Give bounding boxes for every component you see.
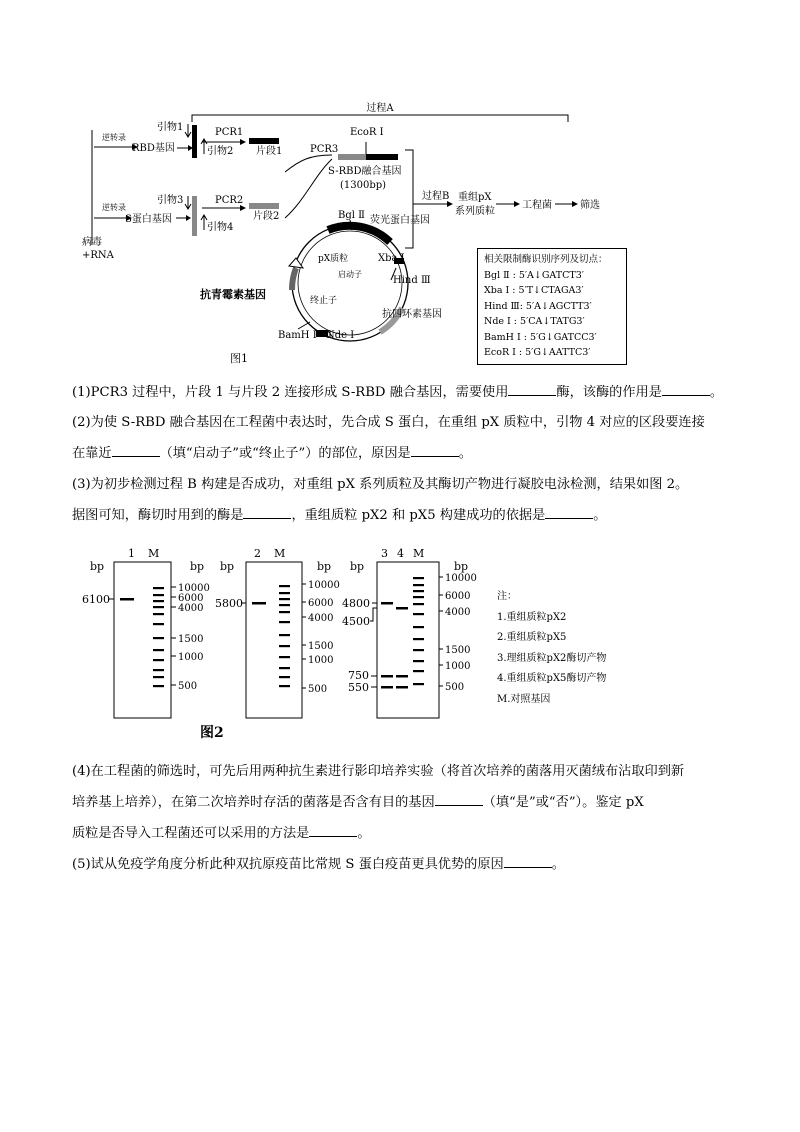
marker-label-6000: 6000: [308, 598, 334, 609]
marker-label-1500: 1500: [178, 634, 204, 645]
marker-label-10000: 10000: [178, 583, 210, 594]
enzyme-row: Xba Ⅰ : 5′T↓CTAGA3′: [484, 285, 584, 296]
answer-blank[interactable]: [112, 444, 160, 457]
gel3-sample-label-550: 550: [348, 681, 369, 694]
xbai-label: Xba Ⅰ: [378, 253, 405, 264]
marker-label: M: [274, 547, 286, 560]
note-item: M.对照基因: [497, 693, 551, 705]
bglii-label: Bgl Ⅱ: [338, 210, 365, 221]
primer1-label: 引物1: [157, 122, 184, 133]
s-gene-block: [192, 196, 197, 236]
bp-label: bp: [454, 560, 469, 573]
gel-2-frame: [246, 562, 302, 718]
marker-label-1000: 1000: [308, 655, 334, 666]
fusion-gene-black: [366, 154, 398, 160]
question-5: (5)试从免疫学角度分析此种双抗原疫苗比常规 S 蛋白疫苗更具优势的原因 。: [72, 857, 565, 872]
primer2-label: 引物2: [207, 146, 234, 157]
marker-label-10000: 10000: [445, 573, 477, 584]
virus-label: 病毒: [82, 237, 102, 248]
bp-label: bp: [220, 560, 235, 573]
enzyme-row: EcoR Ⅰ : 5′G↓AATTC3′: [484, 347, 591, 358]
enzyme-sequence-box: [477, 248, 627, 365]
lane-2-label: 2: [254, 547, 261, 560]
question-3: (3)为初步检测过程 B 构建是否成功，对重组 pX 系列质粒及其酶切产物进行凝胶电泳检测，结果如图 2。: [72, 477, 689, 492]
marker-label-10000: 10000: [308, 580, 340, 591]
marker-label-6000: 6000: [178, 593, 204, 604]
gel3-sample-label-4500: 4500: [342, 615, 370, 628]
marker-label-1500: 1500: [445, 645, 471, 656]
screening-label: 筛选: [580, 200, 600, 211]
gel3-sample-label-4800: 4800: [342, 597, 370, 610]
gel-band: [381, 602, 393, 605]
rbd-gene-block: [192, 125, 197, 158]
gel-band: [396, 675, 408, 678]
answer-blank[interactable]: [435, 793, 483, 806]
marker-label-1000: 1000: [178, 652, 204, 663]
marker-label-500: 500: [308, 684, 328, 695]
engineered-bacteria-label: 工程菌: [522, 200, 552, 211]
enzyme-row: Bgl Ⅱ : 5′A↓GATCT3′: [484, 269, 584, 281]
figure1-label: 图1: [230, 352, 248, 365]
fragment2-bar: [249, 203, 279, 209]
answer-blank[interactable]: [411, 444, 459, 457]
answer-blank[interactable]: [243, 506, 291, 519]
bp-label: bp: [190, 560, 205, 573]
fusion-size-label: (1300bp): [340, 180, 387, 191]
recomb-px-label-2: 系列质粒: [455, 206, 495, 217]
tet-gene-label: 抗四环素基因: [382, 309, 442, 320]
ndei-label: Nde Ⅰ: [326, 330, 355, 341]
amp-gene-arc: [292, 268, 296, 290]
marker-label-6000: 6000: [445, 591, 471, 602]
gel-1-frame: [114, 562, 171, 718]
process-a-label: 过程A: [366, 103, 394, 114]
answer-blank[interactable]: [309, 824, 357, 837]
fragment1-bar: [249, 138, 279, 144]
marker-label-500: 500: [445, 682, 465, 693]
marker-label-4000: 4000: [308, 613, 334, 624]
gel3-sample-label-750: 750: [348, 669, 369, 682]
note-item: 3.理组质粒pX2酶切产物: [497, 652, 607, 664]
question-3-cont: 据图可知，酶切时用到的酶是 ，重组质粒 pX2 和 pX5 构建成功的依据是 。: [72, 508, 607, 523]
question-4-cont: 培养基上培养），在第二次培养时存活的菌落是否含有目的基因 （填“是”或“否”）。鉴定 pX: [72, 795, 644, 810]
fluor-gene-arc: [328, 226, 390, 242]
rbd-gene-label: RBD基因: [132, 143, 175, 154]
answer-blank[interactable]: [545, 506, 593, 519]
reverse-transcription-label-2: 逆转录: [102, 203, 126, 212]
bamhi-label: BamH Ⅰ: [278, 330, 317, 341]
enzyme-row: Nde Ⅰ : 5′CA↓TATG3′: [484, 316, 585, 327]
amp-gene-label: 抗青霉素基因: [200, 288, 266, 301]
gel1-sample-label: 6100: [82, 593, 110, 606]
bp-label: bp: [317, 560, 332, 573]
enzyme-row: BamH Ⅰ : 5′G↓GATCC3′: [484, 331, 597, 343]
gel-band: [381, 686, 393, 689]
gel-3-marker-bands: [413, 577, 424, 685]
gel-1-marker-bands: [153, 587, 164, 687]
question-4: (4)在工程菌的筛选时，可先后用两种抗生素进行影印培养实验（将首次培养的菌落用灭菌绒布沾取印到新: [72, 764, 685, 779]
marker-label-1000: 1000: [445, 661, 471, 672]
terminator-label: 终止子: [310, 296, 338, 306]
gel-2-marker-bands: [279, 585, 290, 687]
promoter-label: 启动子: [338, 270, 362, 279]
lane-3-label: 3: [381, 547, 388, 560]
marker-label: M: [148, 547, 160, 560]
gel-band: [396, 607, 408, 610]
note-item: 2.重组质粒pX5: [497, 632, 567, 643]
marker-label-1500: 1500: [308, 641, 334, 652]
ecori-label-1: EcoR Ⅰ: [350, 127, 384, 138]
marker-label-500: 500: [178, 681, 198, 692]
gel-3-frame: [377, 562, 439, 718]
figure2-label: 图2: [200, 725, 224, 741]
enzyme-box-title: 相关限制酶识别序列及切点：: [484, 254, 608, 265]
marker-label-4000: 4000: [178, 603, 204, 614]
lane-1-label: 1: [128, 547, 135, 560]
answer-blank[interactable]: [504, 855, 552, 868]
gel2-sample-label: 5800: [215, 597, 243, 610]
bp-label: bp: [350, 560, 365, 573]
enzyme-row: Hind Ⅲ: 5′A↓AGCTT3′: [484, 300, 592, 312]
question-1: (1)PCR3 过程中，片段 1 与片段 2 连接形成 S-RBD 融合基因，需要使用 酶，该酶的作用是 。: [72, 385, 724, 400]
note-title: 注：: [497, 591, 517, 602]
gel-band: [381, 675, 393, 678]
fusion-gene-grey: [338, 154, 366, 160]
note-item: 1.重组质粒pX2: [497, 611, 567, 623]
marker-label-4000: 4000: [445, 607, 471, 618]
answer-blank[interactable]: [508, 383, 556, 396]
fragment2-label: 片段2: [253, 211, 280, 222]
bp-label: bp: [90, 560, 105, 573]
gel-band: [252, 602, 266, 605]
reverse-transcription-label-1: 逆转录: [102, 133, 126, 142]
gel-band: [396, 686, 408, 689]
question-4-cont2: 质粒是否导入工程菌还可以采用的方法是 。: [72, 826, 371, 841]
primer3-label: 引物3: [157, 195, 184, 206]
fragment1-label: 片段1: [256, 146, 283, 157]
lane-4-label: 4: [397, 547, 404, 560]
gel-band: [120, 598, 134, 601]
question-2: (2)为使 S-RBD 融合基因在工程菌中表达时，先合成 S 蛋白，在重组 pX 质粒中，引物 4 对应的区段要连接: [72, 415, 705, 430]
pcr3-label: PCR3: [310, 144, 339, 155]
s-protein-gene-label: S蛋白基因: [125, 214, 172, 225]
pcr1-label: PCR1: [215, 127, 244, 138]
answer-blank[interactable]: [662, 383, 710, 396]
process-b-label: 过程B: [422, 191, 450, 202]
note-item: 4.重组质粒pX5酶切产物: [497, 673, 607, 684]
hindiii-label: Hind Ⅲ: [393, 275, 431, 286]
px-plasmid-label: pX质粒: [318, 254, 349, 264]
rna-label: +RNA: [82, 250, 114, 261]
marker-label: M: [413, 547, 425, 560]
gel-note: [497, 587, 606, 710]
question-2-cont: 在靠近 （填“启动子”或“终止子”）的部位，原因是 。: [72, 446, 472, 461]
fluor-gene-label: 荧光蛋白基因: [370, 215, 430, 226]
fusion-gene-label: S-RBD融合基因: [328, 166, 402, 177]
primer4-label: 引物4: [207, 222, 234, 233]
pcr2-label: PCR2: [215, 195, 244, 206]
recomb-px-label-1: 重组pX: [458, 192, 492, 203]
